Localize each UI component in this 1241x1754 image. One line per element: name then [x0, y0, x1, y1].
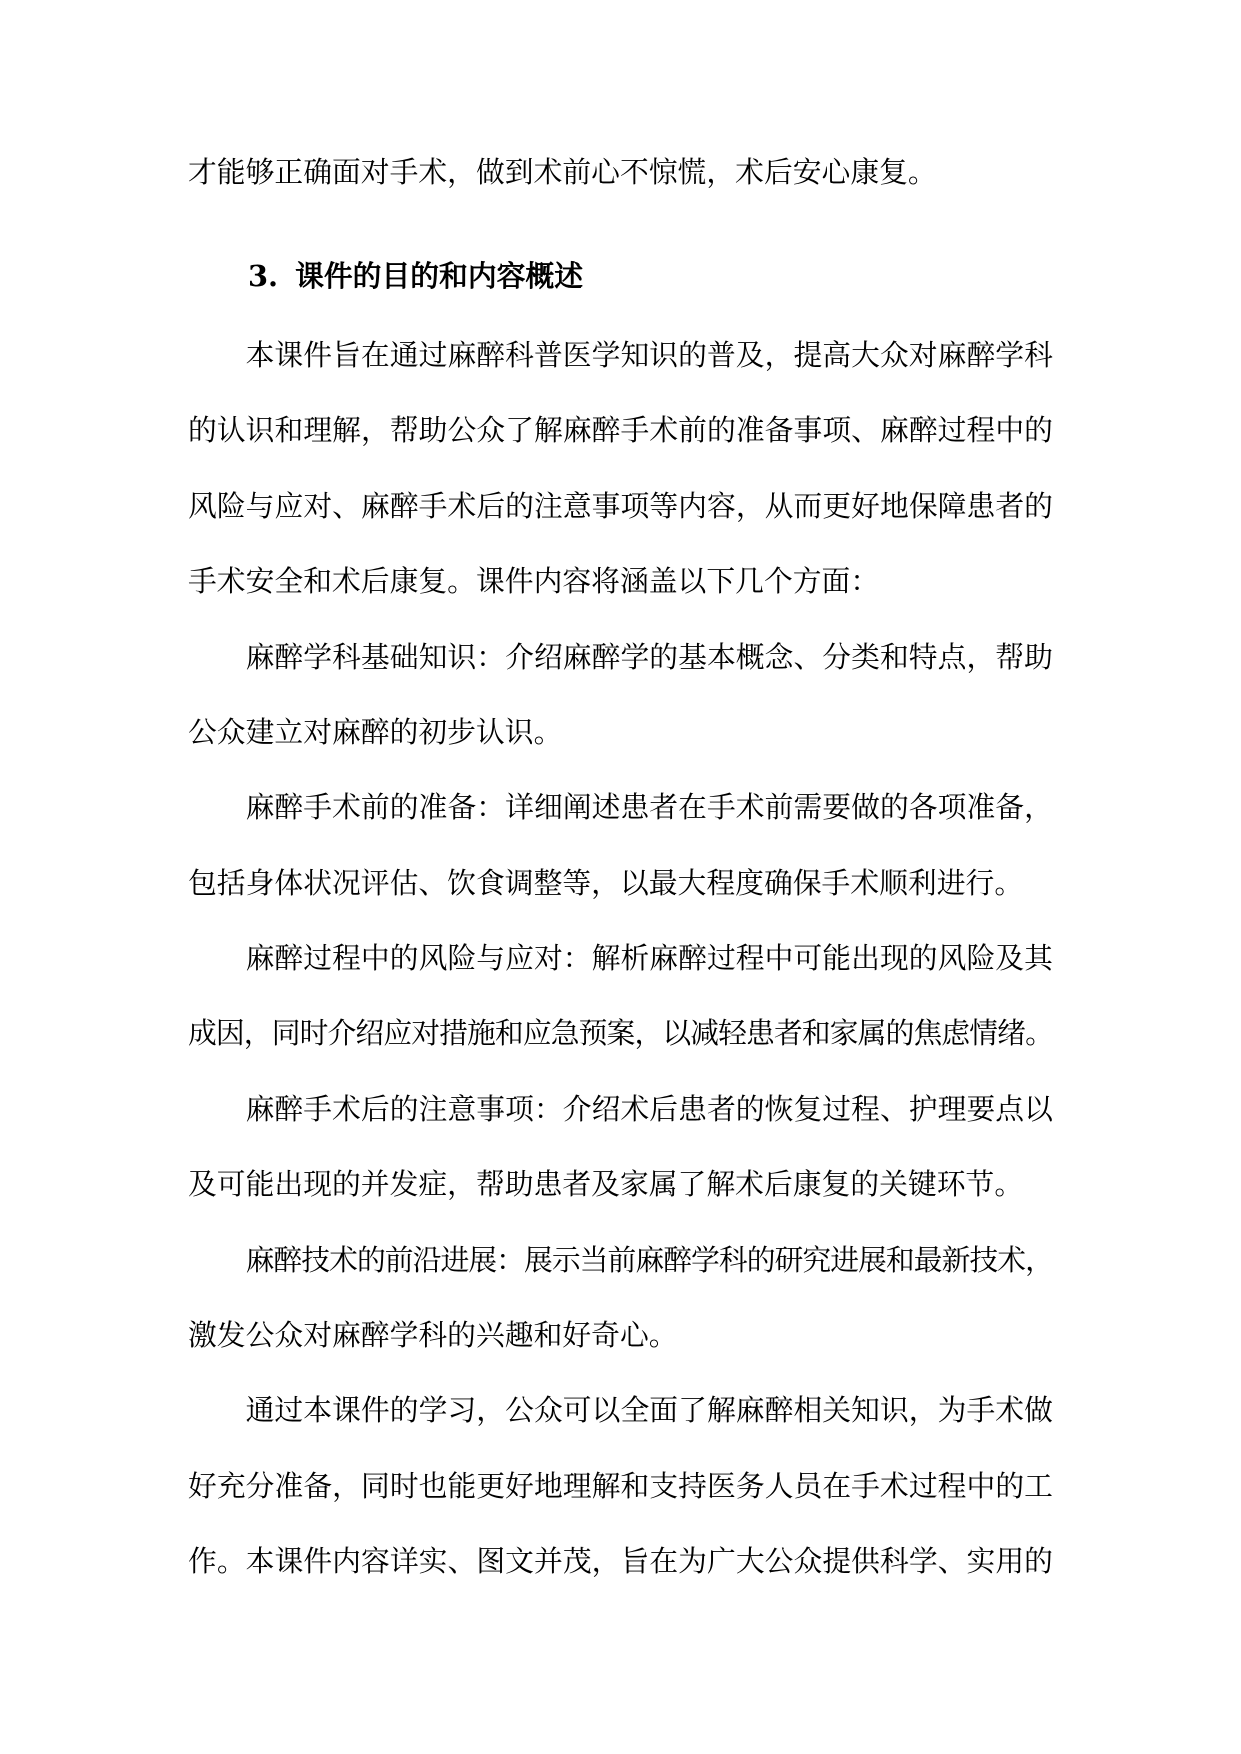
paragraph-line	[188, 1298, 1053, 1373]
paragraph-line	[188, 544, 1053, 619]
paragraph-line	[188, 1524, 1053, 1599]
line-text: 风险与应对、麻醉手术后的注意事项等内容，从而更好地保障患者的	[188, 488, 1053, 523]
line-text: 包括身体状况评估、饮食调整等，以最大程度确保手术顺利进行。	[188, 865, 1024, 900]
line-text: 好充分准备，同时也能更好地理解和支持医务人员在手术过程中的工	[188, 1468, 1053, 1503]
line-text: 麻醉过程中的风险与应对：解析麻醉过程中可能出现的风险及其	[245, 941, 1053, 976]
line-text: 公众建立对麻醉的初步认识。	[188, 714, 563, 749]
paragraph-line	[188, 695, 1053, 770]
section-number: 3.	[248, 258, 279, 293]
line-text: 及可能出现的并发症，帮助患者及家属了解术后康复的关键环节。	[188, 1167, 1024, 1202]
paragraph-basics	[188, 620, 1053, 771]
paragraph-line	[188, 469, 1053, 544]
paragraph-line	[188, 393, 1053, 468]
line-text: 手术安全和术后康复。课件内容将涵盖以下几个方面：	[188, 564, 880, 599]
paragraph-frontier	[188, 1223, 1053, 1374]
paragraph-preparation	[188, 770, 1053, 921]
paragraph-aftercare	[188, 1072, 1053, 1223]
line-text: 通过本课件的学习，公众可以全面了解麻醉相关知识，为手术做	[245, 1393, 1053, 1428]
line-text: 才能够正确面对手术，做到术前心不惊慌，术后安心康复。	[188, 155, 937, 189]
paragraph-line	[188, 770, 1053, 845]
paragraph-risks	[188, 921, 1053, 1072]
line-text: 本课件旨在通过麻醉科普医学知识的普及，提高大众对麻醉学科	[245, 337, 1053, 372]
continued-paragraph	[188, 135, 1053, 210]
paragraph-line	[188, 135, 1053, 210]
paragraph-line	[188, 921, 1053, 996]
paragraph-line	[188, 1449, 1053, 1524]
line-text: 作。本课件内容详实、图文并茂，旨在为广大公众提供科学、实用的	[188, 1544, 1053, 1579]
line-text: 激发公众对麻醉学科的兴趣和好奇心。	[188, 1318, 678, 1353]
paragraph-line	[188, 1072, 1053, 1147]
line-text: 的认识和理解，帮助公众了解麻醉手术前的准备事项、麻醉过程中的	[188, 413, 1053, 448]
paragraph-line	[188, 1373, 1053, 1448]
line-text: 成因，同时介绍应对措施和应急预案，以减轻患者和家属的焦虑情绪。	[188, 1016, 1053, 1051]
paragraph-line	[188, 1223, 1053, 1298]
section-title: 课件的目的和内容概述	[295, 258, 584, 293]
paragraph-summary	[188, 1373, 1053, 1599]
paragraph-line	[188, 1147, 1053, 1222]
paragraph-line	[188, 318, 1053, 393]
line-text: 麻醉技术的前沿进展：展示当前麻醉学科的研究进展和最新技术，	[245, 1242, 1053, 1277]
paragraph-line	[188, 620, 1053, 695]
line-text: 麻醉手术后的注意事项：介绍术后患者的恢复过程、护理要点以	[245, 1091, 1053, 1126]
section-heading	[188, 239, 1053, 314]
paragraph-purpose	[188, 318, 1053, 620]
paragraph-line	[188, 846, 1053, 921]
line-text: 麻醉手术前的准备：详细阐述患者在手术前需要做的各项准备，	[245, 790, 1053, 825]
paragraph-line	[188, 996, 1053, 1071]
line-text: 麻醉学科基础知识：介绍麻醉学的基本概念、分类和特点，帮助	[245, 639, 1053, 674]
